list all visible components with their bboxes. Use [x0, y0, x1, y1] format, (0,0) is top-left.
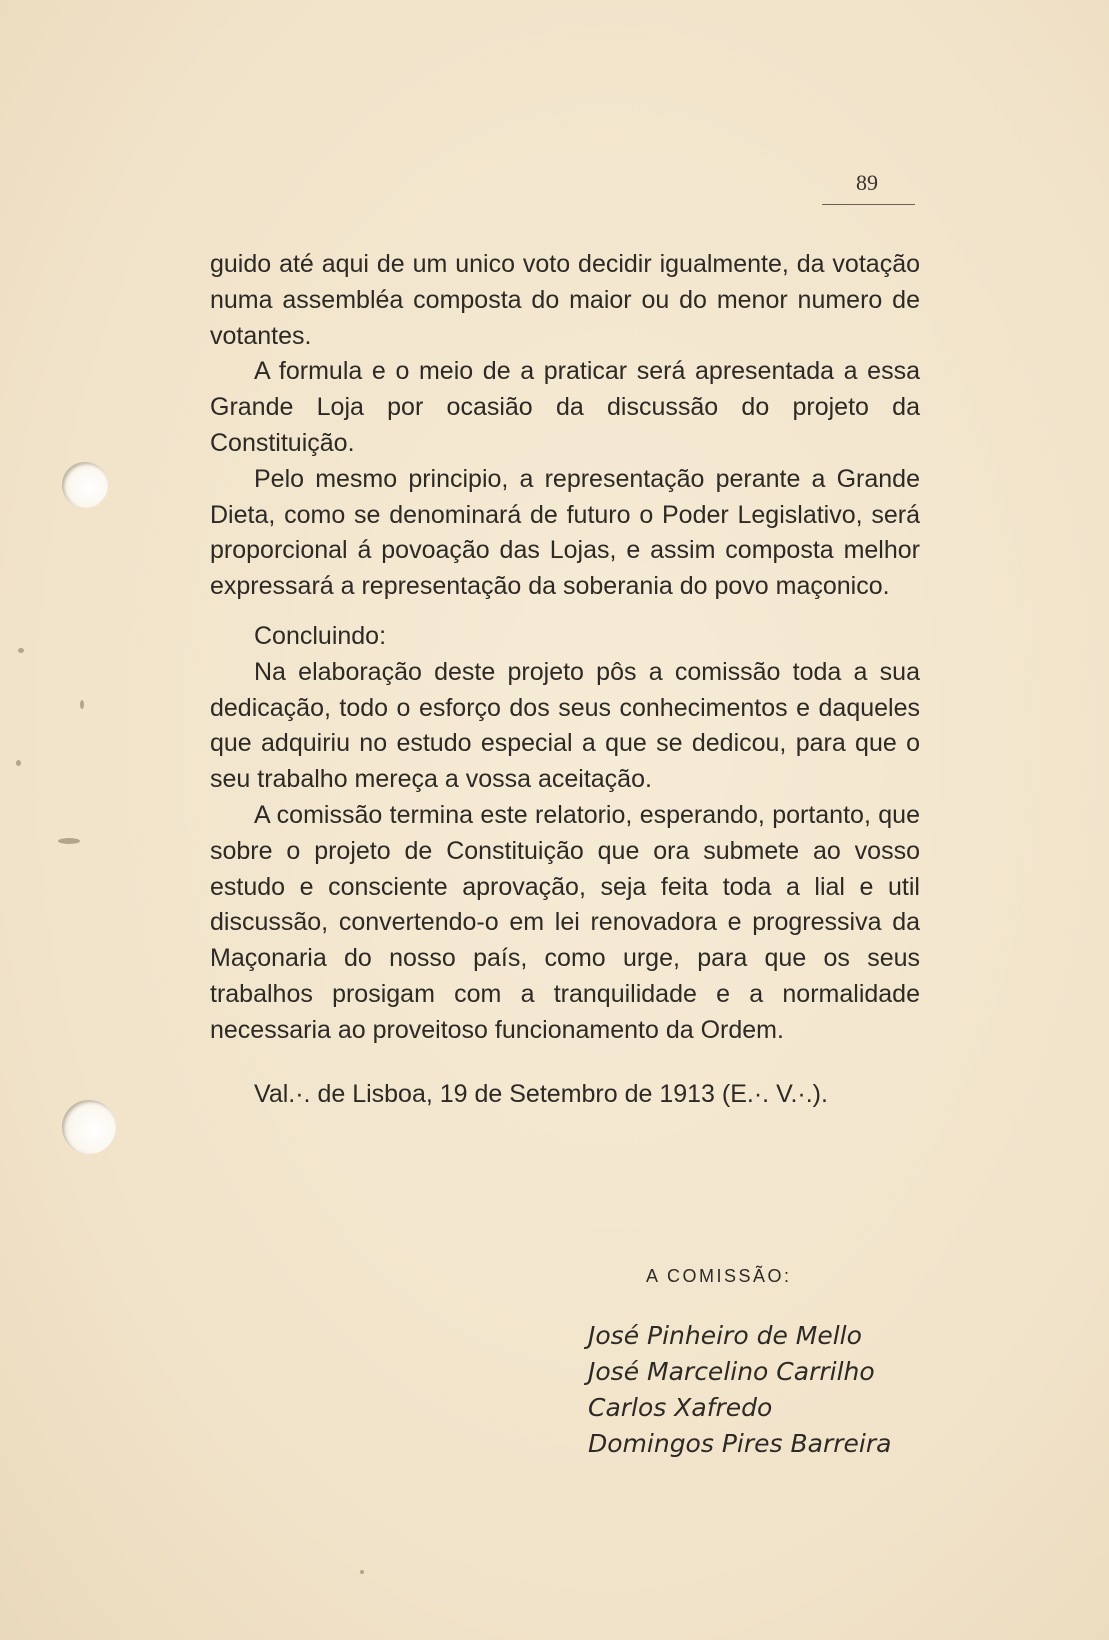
- committee-label: A COMISSÃO:: [646, 1266, 792, 1286]
- signature: Domingos Pires Barreira: [588, 1429, 892, 1458]
- punch-hole-top: [62, 462, 108, 508]
- body-text: [210, 247, 920, 1112]
- paper-speck: [80, 700, 84, 709]
- paper-speck: [18, 648, 24, 653]
- signature: José Marcelino Carrilho: [588, 1357, 875, 1386]
- punch-hole-bottom: [62, 1100, 116, 1154]
- paper-speck: [58, 838, 80, 844]
- signature: Carlos Xafredo: [588, 1393, 773, 1422]
- signature: José Pinheiro de Mello: [588, 1321, 862, 1350]
- signature-list: [588, 1318, 891, 1462]
- paper-speck: [16, 760, 21, 766]
- paragraph-principle: Pelo mesmo principio, a representação perante a Grande Dieta, como se denominará de futuro o Poder Legislativo, será proporcional á povoação das Lojas, e assim composta melhor expressará a representação da soberania do povo maçonico.: [210, 464, 920, 601]
- paragraph-continuation: guido até aqui de um unico voto decidir igualmente, da votação numa assembléa composta do maior ou do menor numero de votantes.: [210, 250, 920, 350]
- paper-speck: [360, 1570, 364, 1574]
- page-number: 89: [856, 170, 878, 195]
- page-number-rule: [822, 204, 915, 205]
- date-line: Val.·. de Lisboa, 19 de Setembro de 1913 (E.·. V.·.).: [254, 1079, 828, 1108]
- paragraph-elaboration: Na elaboração deste projeto pôs a comissão toda a sua dedicação, todo o esforço dos seus conhecimentos e daqueles que adquiriu no estudo especial a que se dedicou, para que o seu trabalho mereça a vossa aceitação.: [210, 657, 920, 794]
- paragraph-formula: A formula e o meio de a praticar será apresentada a essa Grande Loja por ocasião da discussão do projeto da Constituição.: [210, 357, 920, 457]
- paragraph-closing: A comissão termina este relatorio, esperando, portanto, que sobre o projeto de Constituição que ora submete ao vosso estudo e consciente aprovação, seja feita toda a lial e util discussão, convertendo-o em lei renovadora e progressiva da Maçonaria do nosso país, como urge, para que os seus trabalhos prosigam com a tranquilidade e a normalidade necessaria ao proveitoso funcionamento da Ordem.: [210, 800, 920, 1044]
- paragraph-concluding-heading: Concluindo:: [254, 621, 387, 650]
